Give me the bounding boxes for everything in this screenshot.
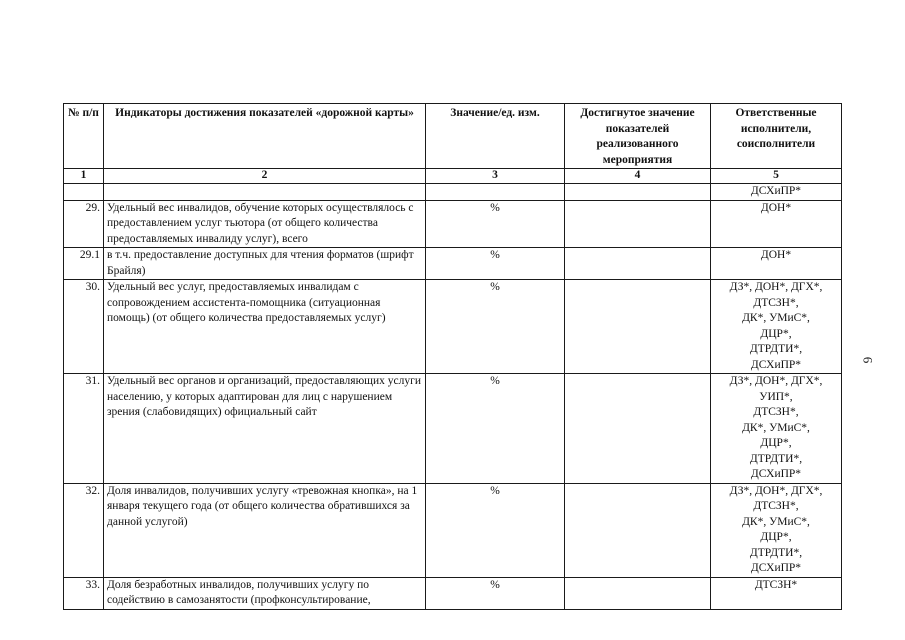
header-executors: Ответственные исполнители, соисполнители [711,104,842,169]
header-achieved: Достигнутое значение показателей реализованного мероприятия [565,104,711,169]
cell-executors [711,280,842,374]
executor-line: ДЗ*, ДОН*, ДГХ*, [729,281,823,293]
column-number: 4 [565,169,711,184]
cell-indicator: Доля инвалидов, получивших услугу «тревожная кнопка», на 1 января текущего года (от общего количества обратившихся за данной услугой) [104,483,426,577]
roadmap-indicators-table [63,103,842,610]
cell-achieved [565,184,711,201]
cell-unit [426,184,565,201]
executor-line: ДК*, УМиС*, [742,312,810,324]
cell-number: 32. [64,483,104,577]
column-number: 5 [711,169,842,184]
cell-achieved [565,248,711,280]
cell-achieved [565,374,711,484]
page-number: 6 [860,356,876,364]
cell-unit: % [426,577,565,609]
cell-executors [711,374,842,484]
cell-number: 31. [64,374,104,484]
executor-line: ДТРДТИ*, [749,546,803,559]
column-number: 3 [426,169,565,184]
cell-executors [711,577,842,609]
table-header-row [64,104,842,169]
cell-number: 29.1 [64,248,104,280]
cell-achieved [565,483,711,577]
cell-unit: % [426,280,565,374]
executor-line: ДЗ*, ДОН*, ДГХ*, [729,375,823,387]
cell-unit: % [426,248,565,280]
column-number: 2 [104,169,426,184]
cell-unit: % [426,200,565,248]
cell-number: 29. [64,200,104,248]
executor-line: ДТСЗН*, [753,406,799,418]
executor-line: ДЦР*, [760,531,792,543]
cell-executors [711,248,842,280]
cell-indicator: в т.ч. предоставление доступных для чтения форматов (шрифт Брайля) [104,248,426,280]
executor-line: ДЦР*, [760,327,792,340]
executor-line: ДЗ*, ДОН*, ДГХ*, [729,484,823,497]
executor-line: ДСХиПР* [750,358,802,371]
cell-achieved [565,200,711,248]
table-row [64,483,842,577]
cell-unit: % [426,483,565,577]
cell-number: 33. [64,577,104,609]
header-number: № п/п [64,104,104,169]
table-row [64,374,842,484]
executor-line: ДТРДТИ*, [749,452,803,465]
executor-line: ДК*, УМиС*, [742,515,810,528]
column-number: 1 [64,169,104,184]
table-row [64,280,842,374]
executor-line: ДЦР*, [760,437,792,449]
column-numbers-row [64,169,842,184]
cell-indicator: Удельный вес инвалидов, обучение которых осуществлялось с предоставлением услуг тьютора (от общего количества предоставляемых инвалиду услуг), всего [104,200,426,248]
cell-achieved [565,280,711,374]
continuation-row [64,184,842,201]
executor-line: УИП*, [759,390,793,403]
executor-line: ДСХиПР* [750,468,802,480]
executor-line: ДК*, УМиС*, [742,421,810,434]
table-row [64,577,842,609]
executor-line: ДТРДТИ*, [749,343,803,355]
cell-executors: ДСХиПР* [711,184,842,201]
cell-indicator: Удельный вес органов и организаций, предоставляющих услуги населению, у которых адаптирован для лиц с нарушением зрения (слабовидящих) официальный сайт [104,374,426,484]
header-unit: Значение/ед. изм. [426,104,565,169]
table-row [64,248,842,280]
cell-number: 30. [64,280,104,374]
cell-indicator: Доля безработных инвалидов, получивших услугу по содействию в самозанятости (профконсультирование, [104,577,426,609]
cell-executors [711,483,842,577]
executor-line: ДСХиПР* [750,562,802,574]
executor-line: ДТСЗН*, [753,296,799,309]
executor-line: ДТСЗН* [754,578,798,591]
executor-line: ДТСЗН*, [753,500,799,512]
cell-unit: % [426,374,565,484]
cell-number [64,184,104,201]
table-row [64,200,842,248]
cell-achieved [565,577,711,609]
cell-executors [711,200,842,248]
cell-indicator: Удельный вес услуг, предоставляемых инвалидам с сопровождением ассистента-помощника (ситуационная помощь) (от общего количества предоставляемых услуг) [104,280,426,374]
executor-line: ДОН* [760,249,792,261]
cell-indicator [104,184,426,201]
executor-line: ДОН* [760,201,792,214]
header-indicator: Индикаторы достижения показателей «дорожной карты» [104,104,426,169]
